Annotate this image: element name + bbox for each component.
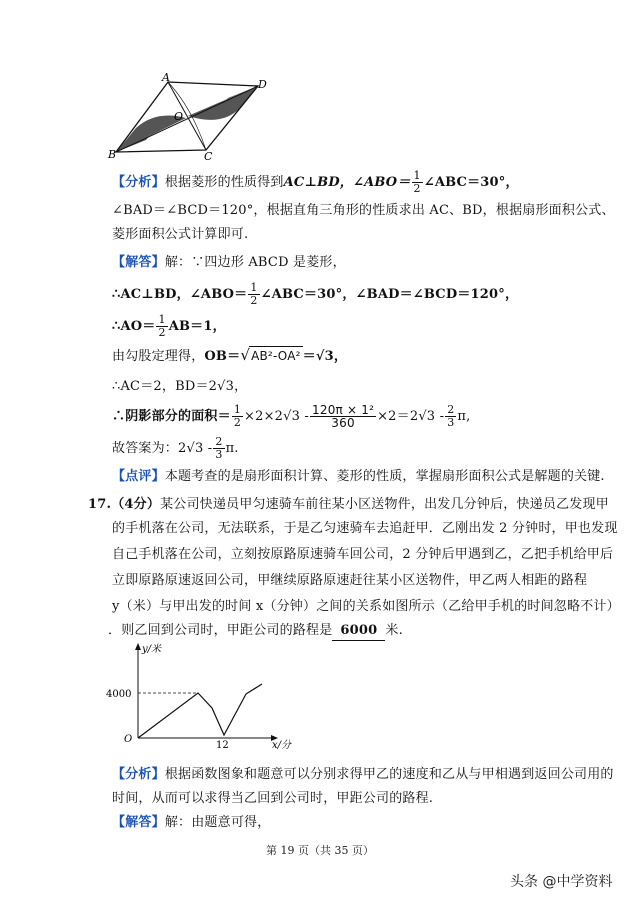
- p17-question-line-6: ．则乙回到公司时，甲距公司的路程是 6000 米.: [108, 622, 403, 641]
- p16-analysis-line-3: 菱形面积公式计算即可.: [112, 227, 249, 242]
- comment-tag: 【点评】: [112, 469, 165, 484]
- p17-question-line-3: 自己手机落在公司，立刻按原路原速骑车回公司，2 分钟后甲遇到乙，乙把手机给甲后: [112, 547, 614, 562]
- p16-analysis-line-2: ∠BAD＝∠BCD＝120°，根据直角三角形的性质求出 AC、BD，根据扇形面积公式、: [112, 203, 615, 218]
- x-axis-label: x/分: [272, 740, 292, 751]
- p16-comment-line: 【点评】本题考查的是扇形面积计算、菱形的性质，掌握扇形面积公式是解题的关键.: [112, 469, 605, 484]
- p16-answer-line-2: ∴AC⊥BD，∠ABO＝ $\frac{1}{2}$ ∠ABC＝30°，∠BAD＝∠BCD＝120°，: [112, 281, 519, 307]
- p16-answer-line-4: 由勾股定理得，OB＝√AB²-OA² ＝√3，: [112, 346, 348, 364]
- fraction-half: $\frac{1}{2}$: [250, 281, 258, 307]
- p17-question-line-2: 的手机落在公司，无法联系，于是乙匀速骑车去追赶甲．乙刚出发 2 分钟时，甲也发现: [112, 521, 618, 536]
- answer-blank: 6000: [332, 622, 385, 641]
- fraction-half: $\frac{1}{2}$: [158, 313, 166, 339]
- p16-answer-line-5: ∴AC＝2，BD＝2√3，: [112, 379, 248, 394]
- p16-answer-line-7: 故答案为：2√3 - $\frac{2}{3}$ π.: [112, 435, 239, 461]
- answer-tag: 【解答】: [112, 815, 165, 830]
- p17-question-line-1: 17.（4分）某公司快递员甲匀速骑车前往某小区送物件，出发几分钟后，快递员乙发现甲: [88, 497, 609, 512]
- analysis-tag: 【分析】: [112, 767, 165, 782]
- p16-analysis-line-1: 【分析】根据菱形的性质得到AC⊥BD，∠ABO＝ $\frac{1}{2}$ ∠ABC＝30°，: [112, 169, 519, 195]
- p16-answer-line-1: 【解答】解：∵四边形 ABCD 是菱形，: [112, 255, 346, 270]
- label-d: D: [258, 78, 267, 91]
- distance-time-graph: [104, 640, 304, 752]
- label-c: C: [204, 150, 213, 162]
- p17-analysis-line-2: 时间，从而可以求得当乙回到公司时，甲距公司的路程.: [112, 791, 434, 806]
- y-axis-label: y/米: [142, 644, 162, 655]
- p16-answer-line-3: ∴AO＝ $\frac{1}{2}$ AB＝1，: [112, 313, 226, 339]
- p17-question-line-4: 立即原路原速返回公司，甲继续原路原速赶往某小区送物件，甲乙两人相距的路程: [112, 573, 588, 588]
- y-tick-4000: 4000: [106, 689, 132, 700]
- fraction-sector: $\frac{\text{120π × 1²}}{360}$: [312, 403, 375, 430]
- label-b: B: [108, 148, 117, 161]
- fraction-two-thirds: $\frac{2}{3}$: [215, 435, 223, 461]
- origin-label: O: [124, 734, 133, 745]
- fraction-two-thirds: $\frac{2}{3}$: [447, 403, 455, 429]
- x-tick-12: 12: [216, 740, 229, 751]
- watermark: 头条 @中学资料: [510, 874, 613, 890]
- fraction-half: $\frac{1}{2}$: [233, 403, 242, 429]
- fraction-half: $\frac{1}{2}$: [413, 169, 421, 195]
- analysis-tag: 【分析】: [112, 175, 165, 190]
- answer-tag: 【解答】: [112, 255, 165, 270]
- problem-number: 17.（4分）: [88, 497, 161, 512]
- p17-question-line-5: y（米）与甲出发的时间 x（分钟）之间的关系如图所示（乙给甲手机的时间忽略不计）: [112, 599, 620, 614]
- page-footer: 第 19 页（共 35 页）: [266, 844, 374, 857]
- label-o: O: [174, 110, 184, 123]
- p17-analysis-line-1: 【分析】根据函数图象和题意可以分别求得甲乙的速度和乙从与甲相遇到返回公司用的: [112, 767, 614, 782]
- p17-answer-line-1: 【解答】解：由题意可得，: [112, 815, 271, 830]
- rhombus-figure: [100, 70, 280, 162]
- label-a: A: [162, 71, 170, 84]
- sqrt-sign: √: [240, 346, 251, 364]
- p16-answer-line-6: ∴阴影部分的面积＝ $\frac{1}{2}$ ×2×2√3 - $\frac{\text{120π × 1²}}{360}$ ×2＝2√3 - $\frac{2}{3}$ π,: [112, 403, 471, 430]
